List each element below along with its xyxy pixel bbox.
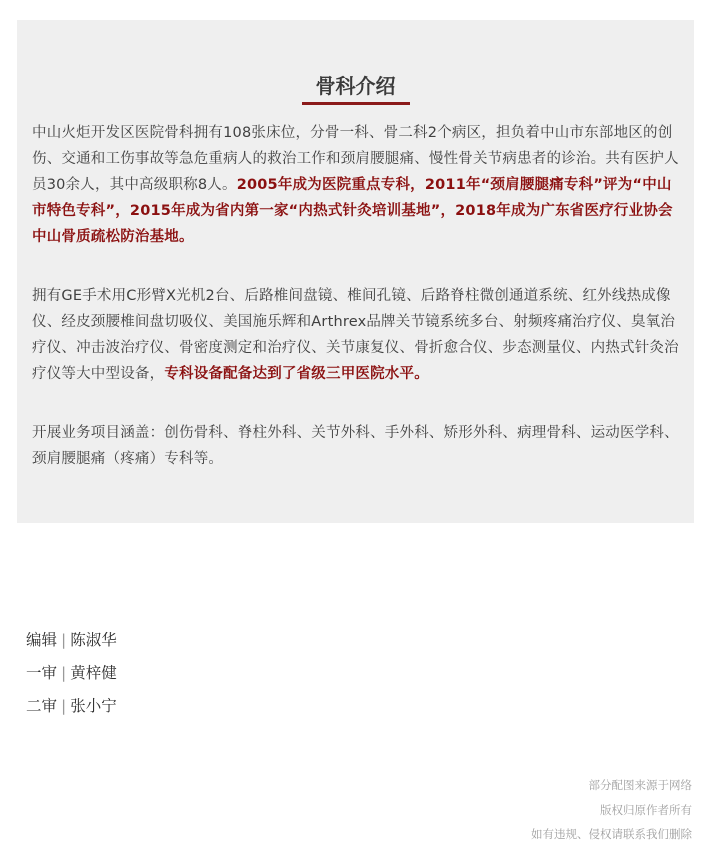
credit-role: 编辑 xyxy=(26,631,58,649)
paragraph-services: 开展业务项目涵盖：创伤骨科、脊柱外科、关节外科、手外科、矫形外科、病理骨科、运动医学科、颈肩腰腿痛（疼痛）专科等。 xyxy=(32,425,679,467)
credit-separator: | xyxy=(61,631,67,649)
credit-separator: | xyxy=(61,664,67,682)
equipment-text: 拥有GE手术用C形臂X光机2台、后路椎间盘镜、椎间孔镜、后路脊柱微创通道系统、红外线热成像仪、经皮颈腰椎间盘切吸仪、美国施乐辉和Arthrex品牌关节镜系统多台、射频疼痛治疗仪、臭氧治疗仪、冲击波治疗仪、骨密度测定和治疗仪、关节康复仪、骨折愈合仪、步态测量仪、内热式针灸治疗仪等大中型设备， xyxy=(32,288,679,382)
credit-separator: | xyxy=(61,697,67,715)
footer-note: 版权归原作者所有 xyxy=(600,803,692,817)
paragraph-equipment xyxy=(32,283,682,387)
credit-name: 陈淑华 xyxy=(70,631,117,649)
title-wrap xyxy=(17,72,694,105)
credit-name: 黄梓健 xyxy=(70,664,117,682)
credit-role: 一审 xyxy=(26,664,58,682)
credit-name: 张小宁 xyxy=(70,697,117,715)
intro-card xyxy=(17,20,694,523)
section-title: 骨科介绍 xyxy=(302,72,410,105)
credit-role: 二审 xyxy=(26,697,58,715)
credit-second-review xyxy=(26,695,117,717)
footer-note: 部分配图来源于网络 xyxy=(588,778,692,792)
credit-first-review xyxy=(26,662,117,684)
equipment-highlight: 专科设备配备达到了省级三甲医院水平。 xyxy=(164,366,429,382)
overview-highlight: 2005年成为医院重点专科，2011年“颈肩腰腿痛专科”评为“中山市特色专科”，2015年成为省内第一家“内热式针灸培训基地”，2018年成为广东省医疗行业协会中山骨质疏松防治基地。 xyxy=(32,177,673,245)
paragraph-overview xyxy=(32,120,682,250)
footer-note: 如有违规、侵权请联系我们删除 xyxy=(531,827,692,841)
overview-text: 中山火炬开发区医院骨科拥有108张床位，分骨一科、骨二科2个病区，担负着中山市东部地区的创伤、交通和工伤事故等急危重病人的救治工作和颈肩腰腿痛、慢性骨关节病患者的诊治。共有医护人员30余人，其中高级职称8人。 xyxy=(32,125,679,193)
credit-editor xyxy=(26,629,117,651)
